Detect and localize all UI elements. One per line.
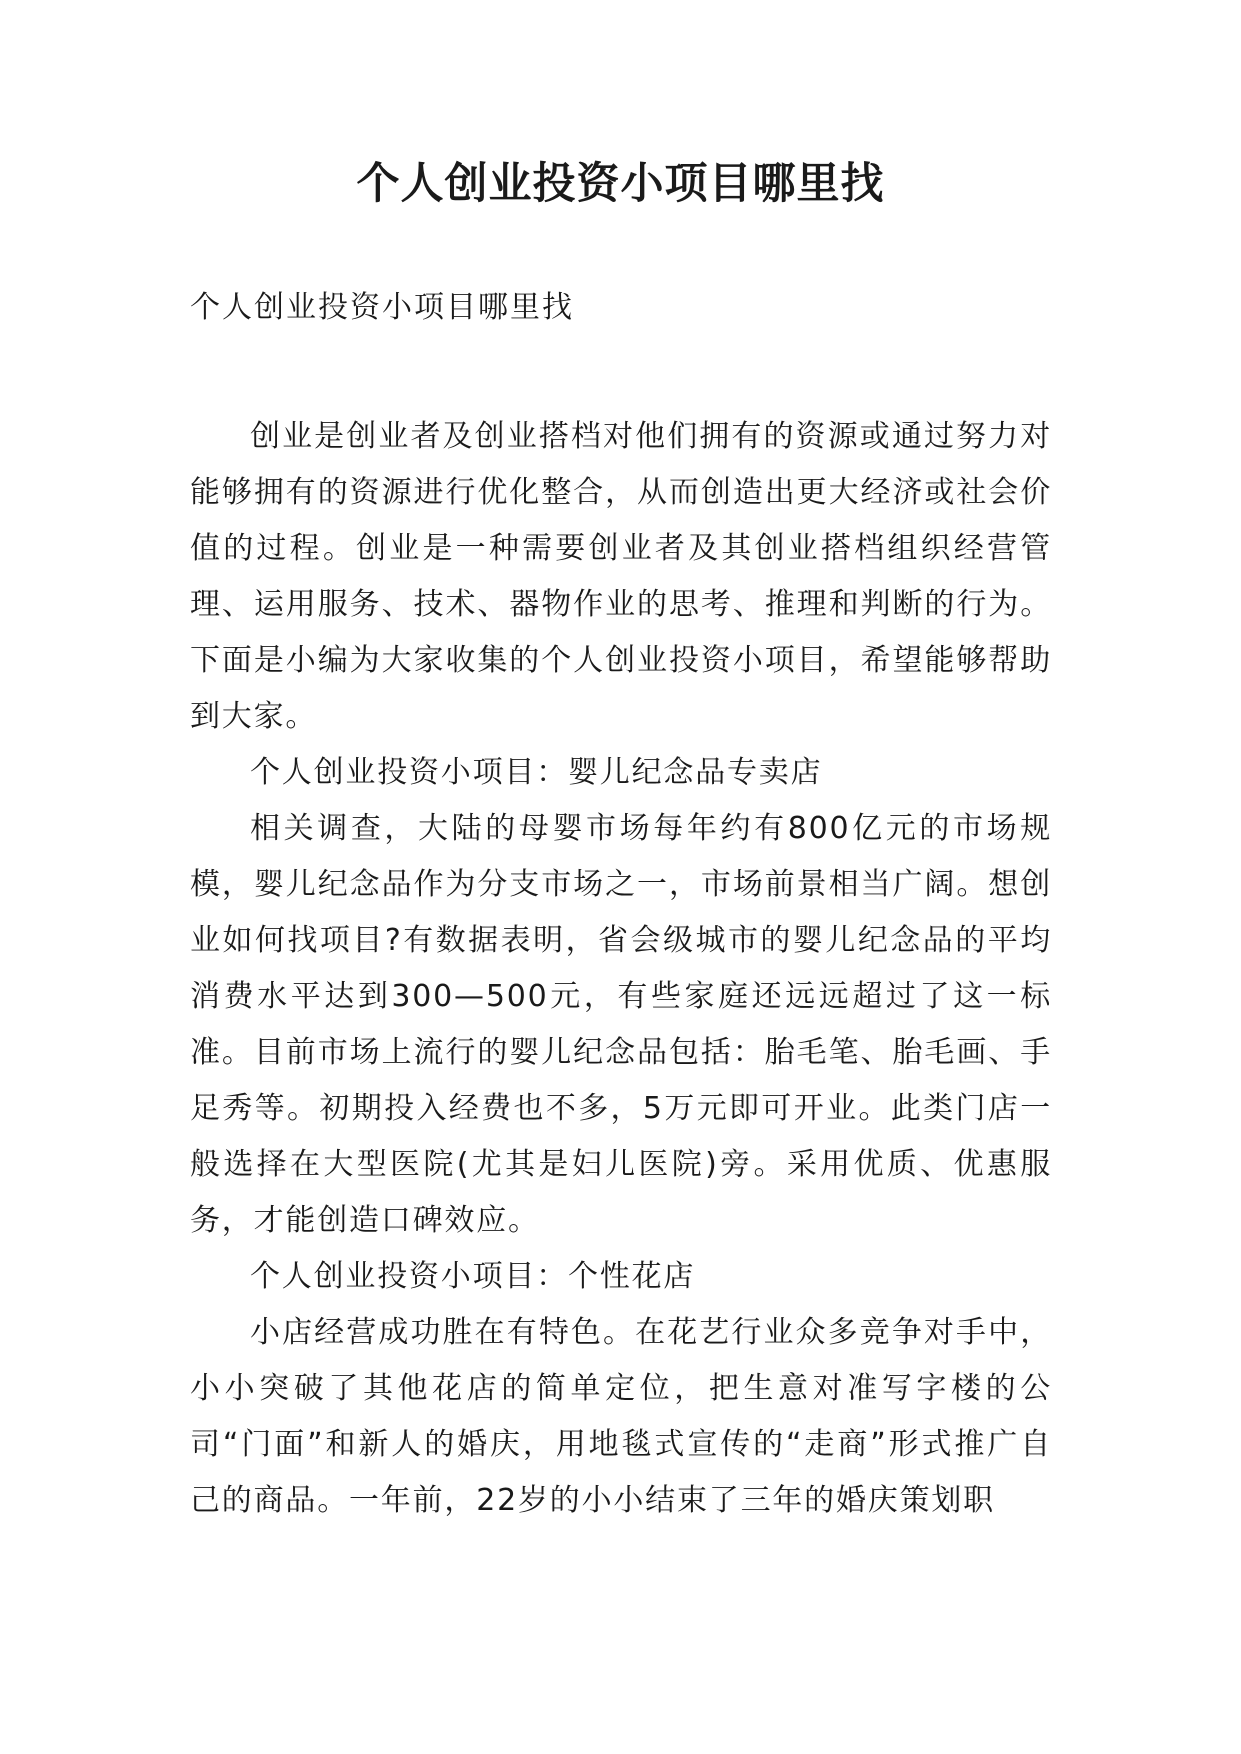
paragraph-flower-shop: 小店经营成功胜在有特色。在花艺行业众多竞争对手中，小小突破了其他花店的简单定位，把生意对准写字楼的公司“门面”和新人的婚庆，用地毯式宣传的“走商”形式推广自己的商品。一年前，22岁的小小结束了三年的婚庆策划职 <box>190 1315 1052 1518</box>
document-subtitle: 个人创业投资小项目哪里找 <box>190 290 574 325</box>
document-title: 个人创业投资小项目哪里找 <box>356 159 885 209</box>
section-heading-baby-souvenir: 个人创业投资小项目：婴儿纪念品专卖店 <box>250 755 823 790</box>
paragraph-baby-souvenir: 相关调查，大陆的母婴市场每年约有800亿元的市场规模，婴儿纪念品作为分支市场之一，市场前景相当广阔。想创业如何找项目?有数据表明，省会级城市的婴儿纪念品的平均消费水平达到300—500元，有些家庭还远远超过了这一标准。目前市场上流行的婴儿纪念品包括：胎毛笔、胎毛画、手足秀等。初期投入经费也不多，5万元即可开业。此类门店一般选择在大型医院(尤其是妇儿医院)旁。采用优质、优惠服务，才能创造口碑效应。 <box>190 811 1052 1238</box>
document-body <box>190 409 1052 1529</box>
section-heading-flower-shop: 个人创业投资小项目：个性花店 <box>250 1259 696 1294</box>
paragraph-intro: 创业是创业者及创业搭档对他们拥有的资源或通过努力对能够拥有的资源进行优化整合，从而创造出更大经济或社会价值的过程。创业是一种需要创业者及其创业搭档组织经营管理、运用服务、技术、器物作业的思考、推理和判断的行为。下面是小编为大家收集的个人创业投资小项目，希望能够帮助到大家。 <box>190 419 1052 734</box>
